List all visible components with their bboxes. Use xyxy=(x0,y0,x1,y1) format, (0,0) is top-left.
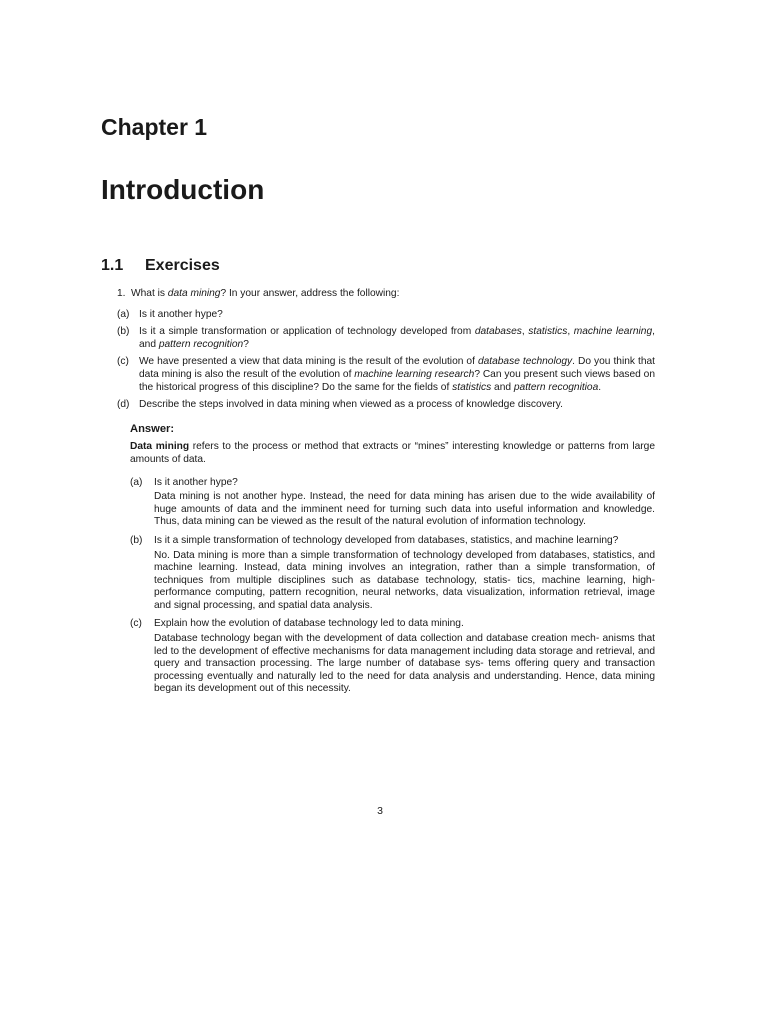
text-run: , xyxy=(567,326,574,338)
emphasis-term: pattern recognition xyxy=(158,338,244,350)
question-part-c xyxy=(117,356,655,394)
question-intro xyxy=(117,288,655,301)
answer-item-c xyxy=(130,618,655,696)
answer-heading: Answer: xyxy=(130,422,175,435)
emphasis-term: database technology xyxy=(477,356,573,368)
emphasis-term: statistics xyxy=(528,326,568,338)
answer-question: Explain how the evolution of database technology led to data mining. xyxy=(154,618,464,630)
part-text: Describe the steps involved in data mining when viewed as a process of knowledge discovery. xyxy=(139,399,563,411)
text-run: and xyxy=(491,381,514,393)
answer-item-b xyxy=(130,535,655,613)
part-label: (b) xyxy=(117,326,130,338)
emphasis-term: databases xyxy=(474,326,522,338)
answer-label: (c) xyxy=(130,618,142,630)
emphasis-term: statistics xyxy=(452,381,492,393)
part-text xyxy=(139,356,655,392)
exercise-content xyxy=(117,288,655,702)
part-text xyxy=(139,326,655,350)
section-number: 1.1 xyxy=(101,257,124,274)
answer-text: Database technology began with the development of data collection and database creation mech- anisms that led to the development of effective mechanisms for data management including data storage and retrieval, and query and transaction processing. The large number of database sys- tems offering query and transaction processing eventually and naturally led to the need for data analysis and understanding. Hence, data mining began its development out of this necessity. xyxy=(154,633,655,695)
part-label: (d) xyxy=(117,399,130,411)
text-run: We have presented a view that data mining is the result of the evolution of xyxy=(139,356,478,368)
part-text: Is it another hype? xyxy=(139,308,223,320)
question-part-d xyxy=(117,399,655,412)
answer-label: (b) xyxy=(130,534,143,546)
question-parts xyxy=(117,309,655,412)
emphasis-term: pattern recognitioa xyxy=(513,381,599,393)
answer-label: (a) xyxy=(130,476,143,488)
question-part-a xyxy=(117,309,655,322)
answer-text: Data mining is not another hype. Instead, the need for data mining has arisen due to the wide availability of huge amounts of data and the imminent need for turning such data into useful information and knowledge. Thus, data mining can be viewed as the result of the natural evolution of information technology. xyxy=(154,491,655,528)
part-label: (c) xyxy=(117,356,129,368)
question-intro-text-end: ? In your answer, address the following: xyxy=(220,288,400,299)
question-part-b xyxy=(117,326,655,351)
section-title: Exercises xyxy=(145,257,220,274)
text-run: Is it a simple transformation or application of technology developed from xyxy=(139,326,475,338)
text-run: , and xyxy=(139,326,655,350)
page-number: 3 xyxy=(377,805,383,817)
answer-intro-text: refers to the process or method that extracts or “mines” interesting knowledge or patterns from large amounts of data. xyxy=(130,441,655,465)
chapter-title: Introduction xyxy=(101,174,265,205)
part-label: (a) xyxy=(117,308,130,320)
question-number: 1. xyxy=(117,288,126,299)
answer-list xyxy=(130,477,655,697)
answer-question: Is it another hype? xyxy=(154,476,238,488)
text-run: . Do you think that data mining is also the result of the evolution of xyxy=(139,356,655,380)
answer-question: Is it a simple transformation of technology developed from databases, statistics, and machine learning? xyxy=(154,534,619,546)
text-run: . xyxy=(598,381,602,393)
emphasis-term: machine learning research xyxy=(354,368,475,380)
text-run: ? Can you present such views based on the historical progress of this discipline? Do the same for the fields of xyxy=(139,368,655,393)
answer-text: No. Data mining is more than a simple transformation of technology developed from databases, statistics, and machine learning. Instead, data mining involves an integration, rather than a simple transformation, of techniques from multiple disciplines such as database technology, statis- tics, machine learning, high-performance computing, pattern recognition, neural networks, data visualization, information retrieval, image and signal processing, and spatial data analysis. xyxy=(154,549,655,611)
answer-intro-term: Data mining xyxy=(130,441,190,453)
text-run: ? xyxy=(243,338,249,350)
answer-item-a xyxy=(130,477,655,529)
answer-block xyxy=(117,423,655,696)
section-heading xyxy=(101,258,220,274)
text-run: , xyxy=(521,326,529,338)
answer-intro xyxy=(130,441,655,466)
question-intro-text: What is xyxy=(131,288,168,299)
question-intro-term: data mining xyxy=(167,288,221,299)
chapter-label: Chapter 1 xyxy=(101,114,208,140)
emphasis-term: machine learning xyxy=(573,326,653,338)
